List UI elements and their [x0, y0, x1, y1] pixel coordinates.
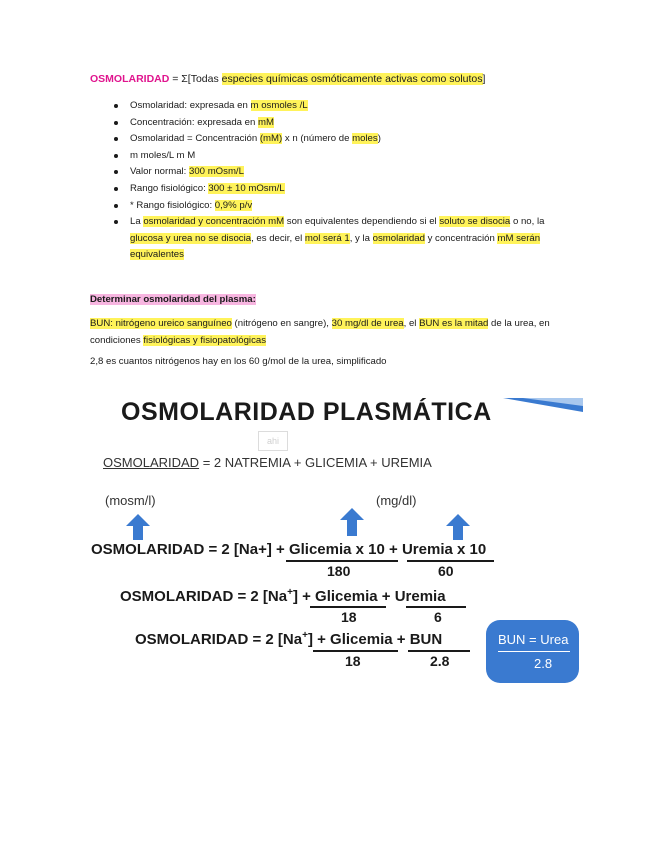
- bullet-text: y concentración: [424, 232, 498, 244]
- eq2-rhs: ] +: [292, 588, 316, 605]
- eq3-lhs: OSMOLARIDAD = 2 [Na: [135, 631, 303, 648]
- bullet-highlight: mM serán equivalentes: [130, 232, 541, 261]
- bullet-text: , es decir, el: [251, 232, 305, 244]
- eq2-fraction-line: [406, 606, 466, 608]
- bun-paragraph: [90, 316, 568, 349]
- formula-words-rhs: = 2 NATREMIA + GLICEMIA + UREMIA: [199, 455, 432, 470]
- eq2-uremia: Uremia: [394, 588, 446, 605]
- title-highlight: especies químicas osmóticamente activas como solutos: [221, 73, 483, 85]
- eq3-denominator-18: 18: [345, 653, 361, 669]
- eq2-plus: +: [377, 588, 395, 605]
- eq3-denominator-2-8: 2.8: [430, 653, 450, 669]
- arrow-up-icon: [446, 514, 470, 540]
- eq2-sup: +: [287, 587, 293, 598]
- equation-1: [91, 541, 486, 558]
- list-item: [112, 148, 572, 165]
- watermark-logo: ahi: [258, 431, 288, 451]
- bullet-highlight: moles: [352, 133, 378, 145]
- eq3-glicemia: Glicemia: [330, 631, 393, 648]
- bun-text: , el: [403, 318, 420, 329]
- eq1-fraction-line: [407, 560, 494, 562]
- unit-mosm: (mosm/l): [105, 493, 156, 508]
- bullet-highlight: 300 ± 10 mOsm/L: [208, 182, 285, 194]
- bun-box-fraction-line: [498, 651, 570, 652]
- equation-2: [120, 587, 446, 605]
- list-item: [112, 115, 572, 132]
- bullet-text: Osmolaridad: expresada en: [130, 100, 251, 111]
- eq3-bun: BUN: [409, 631, 443, 648]
- bun-box-bottom: 2.8: [534, 656, 553, 671]
- formula-words-lhs: OSMOLARIDAD: [103, 455, 200, 470]
- eq2-fraction-line: [310, 606, 386, 608]
- bullet-highlight: mol será 1: [304, 232, 350, 244]
- eq2-lhs: OSMOLARIDAD = 2 [Na: [120, 588, 288, 605]
- list-item: [112, 131, 572, 148]
- bullet-text: x n (número de: [282, 133, 353, 145]
- bullet-highlight: mM: [258, 116, 274, 128]
- bullet-highlight: 300 mOsm/L: [189, 166, 244, 178]
- eq3-sup: +: [302, 630, 308, 641]
- bullet-text: Osmolaridad = Concentración: [130, 133, 260, 145]
- title-close: ]: [482, 73, 486, 85]
- list-item: [112, 198, 572, 215]
- arrow-up-icon: [126, 514, 150, 540]
- eq1-denominator-60: 60: [438, 563, 454, 579]
- eq2-denominator-6: 6: [434, 609, 442, 625]
- bullet-text: o no, la: [510, 216, 545, 228]
- bullet-highlight: soluto se disocia: [439, 216, 511, 228]
- eq1-fraction-line: [286, 560, 398, 562]
- osmolaridad-label: OSMOLARIDAD: [90, 73, 170, 85]
- eq3-fraction-line: [408, 650, 470, 652]
- eq1-plus: +: [384, 541, 402, 558]
- bun-highlight: 30 mg/dl de urea: [331, 318, 404, 329]
- bullet-list: [112, 98, 572, 264]
- bullet-text: La: [130, 216, 144, 228]
- plasma-heading-text: Determinar osmolaridad del plasma:: [90, 294, 256, 305]
- bullet-highlight: osmolaridad: [372, 232, 425, 244]
- eq3-plus: +: [392, 631, 410, 648]
- eq1-denominator-180: 180: [327, 563, 351, 579]
- eq2-denominator-18: 18: [341, 609, 357, 625]
- eq3-fraction-line: [313, 650, 398, 652]
- bullet-text: Concentración: expresada en: [130, 116, 258, 128]
- title-line: [90, 73, 485, 85]
- list-item: [112, 98, 572, 115]
- plasma-heading: [90, 294, 256, 305]
- eq1-glicemia: Glicemia x 10: [288, 541, 385, 558]
- bullet-highlight: glucosa y urea no se disocia: [130, 232, 252, 244]
- list-item: [112, 214, 572, 264]
- bun-highlight: BUN es la mitad: [419, 318, 489, 329]
- bun-text: de la urea, en condiciones: [90, 318, 550, 346]
- bullet-text: , y la: [349, 232, 373, 244]
- bun-highlight: BUN: nitrógeno ureico sanguíneo: [90, 318, 232, 329]
- bullet-highlight: osmolaridad y concentración mM: [143, 216, 285, 228]
- title-text: = Σ[Todas: [169, 73, 222, 85]
- formula-words: [103, 455, 432, 470]
- eq3-rhs: ] +: [307, 631, 331, 648]
- bullet-text: m moles/L m M: [130, 149, 196, 161]
- eq2-glicemia: Glicemia: [315, 588, 378, 605]
- bullet-text: ): [377, 133, 381, 145]
- arrow-up-icon: [340, 508, 364, 536]
- eq1-uremia: Uremia x 10: [401, 541, 487, 558]
- unit-mgdl: (mg/dl): [376, 493, 417, 508]
- bun-text: (nitrógeno en sangre),: [231, 318, 332, 329]
- osmolaridad-slide-image: [83, 398, 583, 688]
- nitrogen-paragraph: 2,8 es cuantos nitrógenos hay en los 60 g/mol de la urea, simplificado: [90, 356, 387, 367]
- bullet-text: * Rango fisiológico:: [130, 199, 215, 211]
- bullet-text: Rango fisiológico:: [130, 182, 209, 194]
- bun-highlight: fisiológicas y fisiopatológicas: [143, 334, 266, 346]
- bullet-highlight: m osmoles /L: [250, 100, 308, 111]
- eq1-lhs: OSMOLARIDAD = 2 [Na+] +: [91, 541, 289, 558]
- bullet-highlight: 0,9% p/v: [214, 199, 253, 211]
- list-item: [112, 181, 572, 198]
- corner-decoration: [503, 398, 583, 412]
- bullet-text: Valor normal:: [130, 166, 190, 178]
- slide-title: OSMOLARIDAD PLASMÁTICA: [121, 398, 492, 426]
- bun-box-top: BUN = Urea: [498, 632, 569, 647]
- list-item: [112, 164, 572, 181]
- bullet-text: son equivalentes dependiendo si el: [284, 216, 440, 228]
- bullet-highlight: (mM): [259, 133, 283, 145]
- bun-urea-box: [486, 620, 579, 683]
- equation-3: [135, 630, 442, 648]
